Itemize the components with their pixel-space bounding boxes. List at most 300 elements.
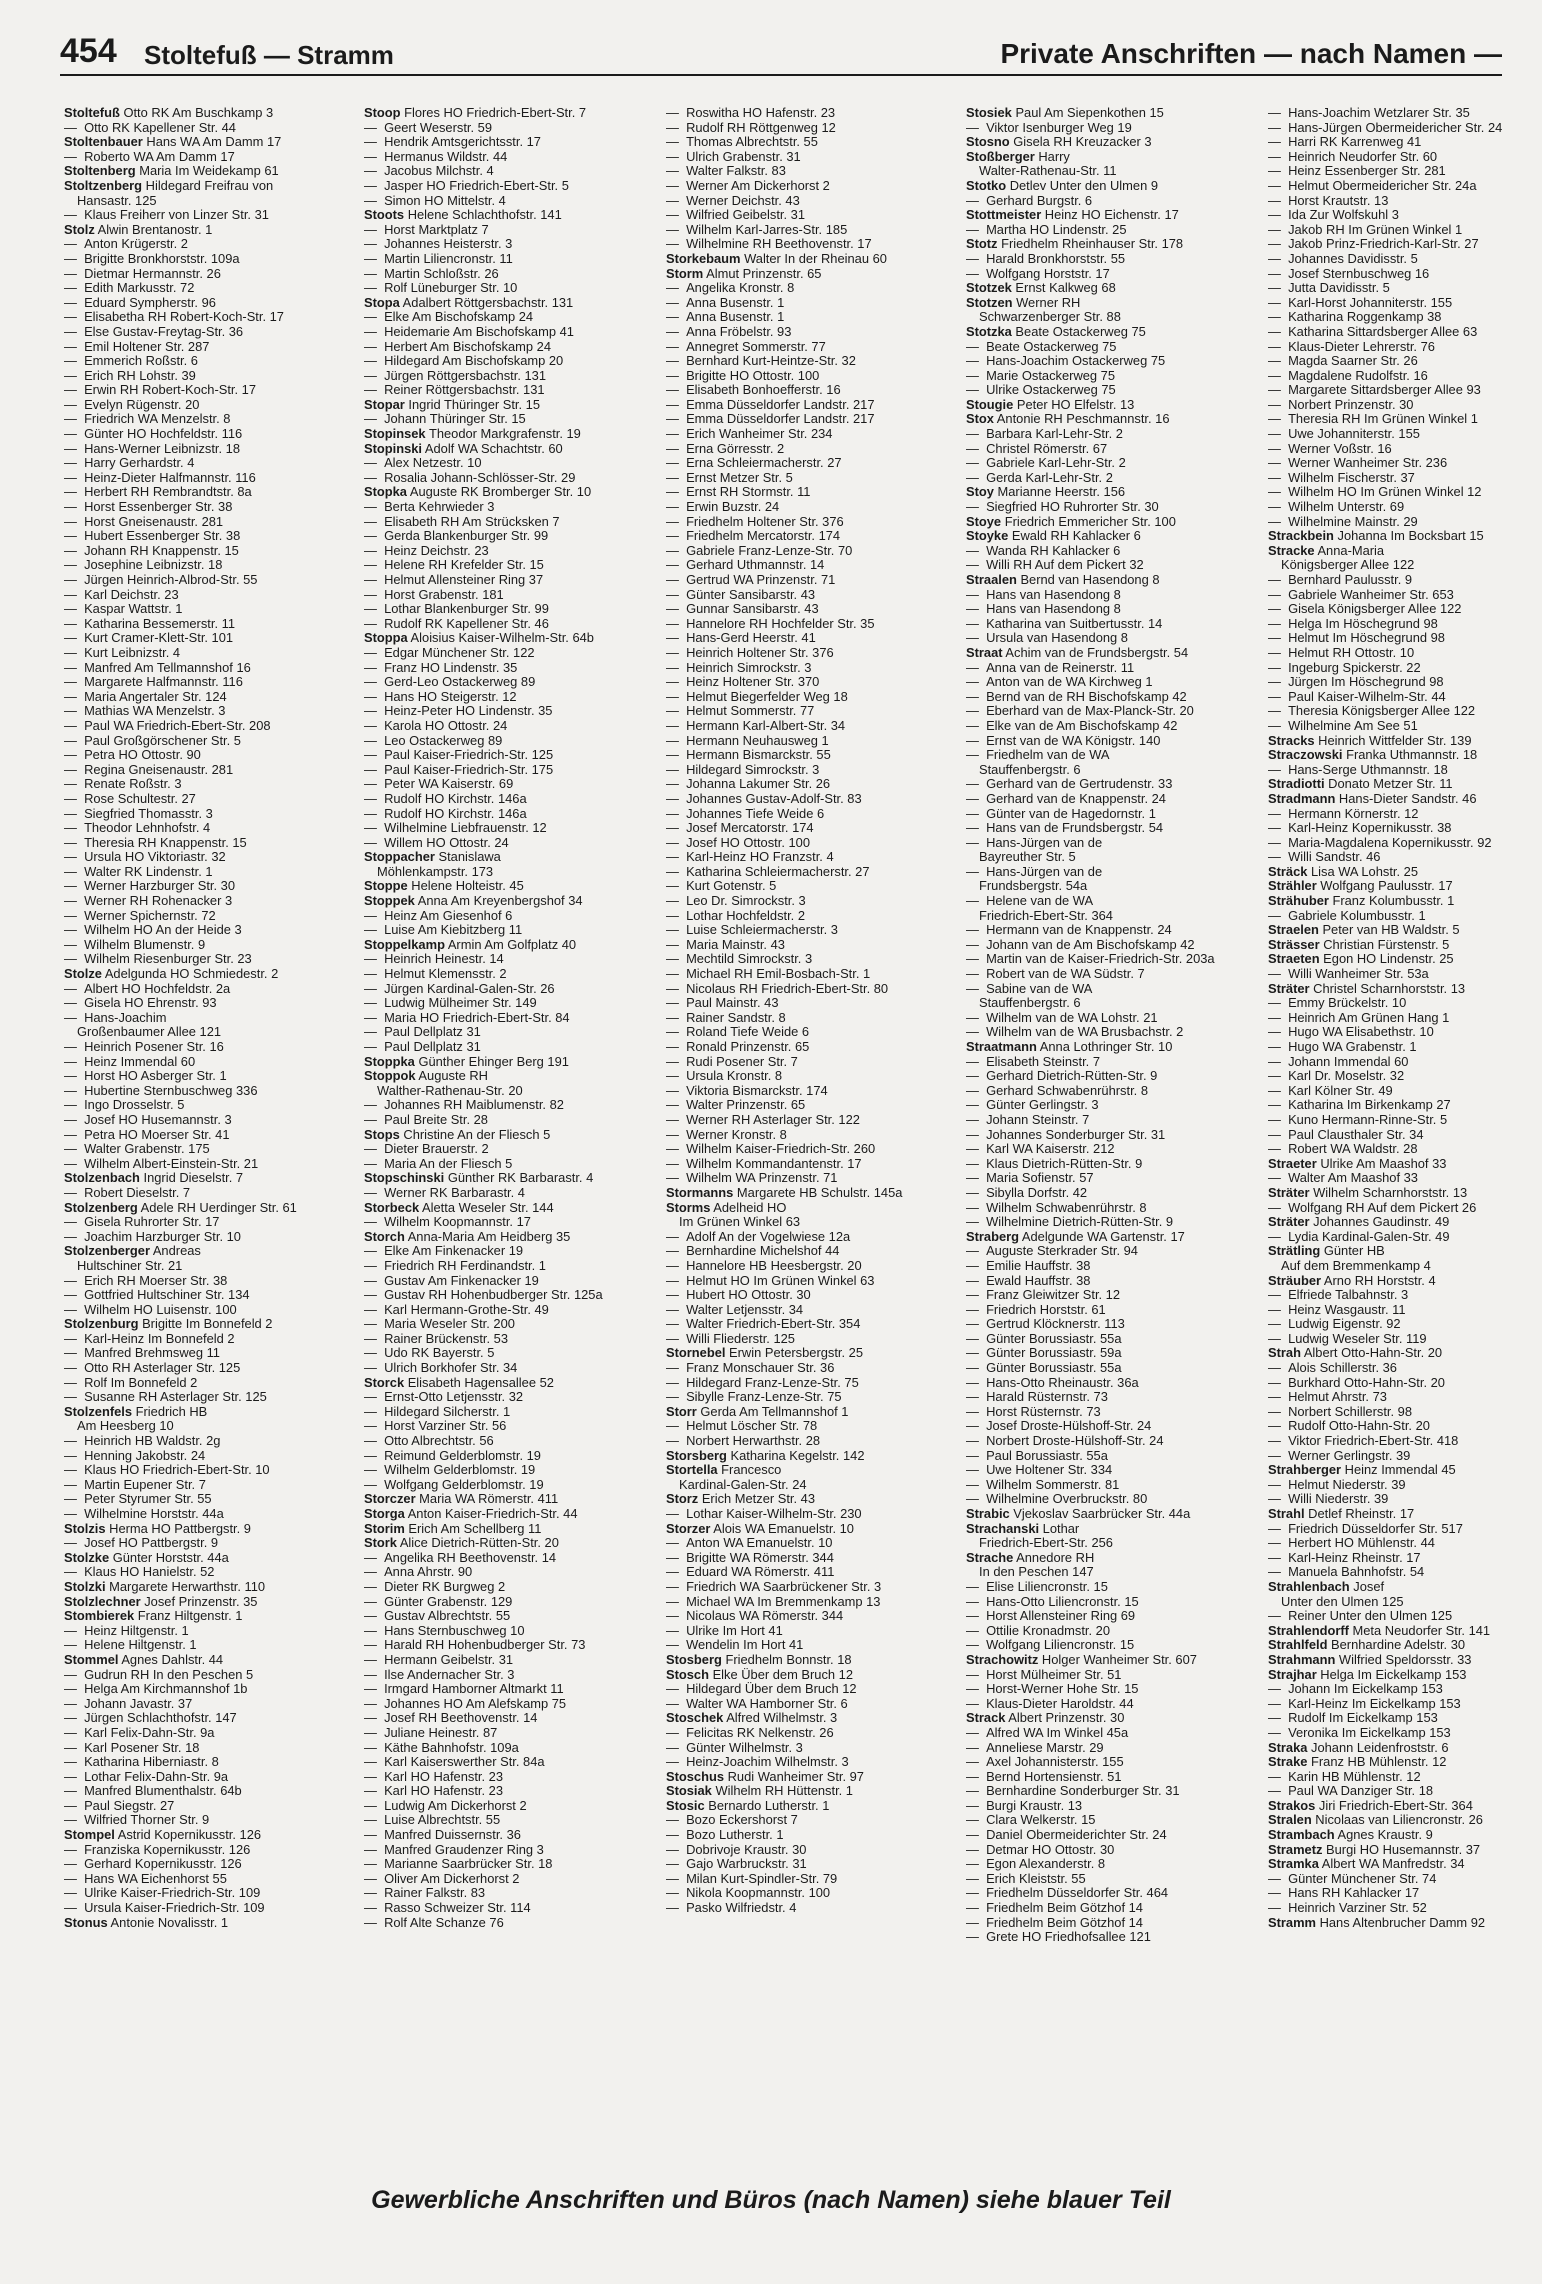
listing-entry: — Harry Gerhardstr. 4 xyxy=(64,456,414,471)
listing-entry: — Hildegard Am Bischofskamp 20 xyxy=(364,354,714,369)
listing-entry: — Günter Borussiastr. 55a xyxy=(966,1332,1316,1347)
surname-entry: Stoppa Aloisius Kaiser-Wilhelm-Str. 64b xyxy=(364,631,594,646)
listing-entry: — Hildegard Silcherstr. 1 xyxy=(364,1405,714,1420)
listing-entry: — Erna Schleiermacherstr. 27 xyxy=(666,456,1016,471)
listing-entry: — Horst Grabenstr. 181 xyxy=(364,588,714,603)
surname: Stoschus xyxy=(666,1769,725,1784)
listing-entry: — Robert WA Waldstr. 28 xyxy=(1268,1142,1538,1157)
listing-entry: — Bozo Eckershorst 7 xyxy=(666,1813,1016,1828)
listing-entry: — Gertrud WA Prinzenstr. 71 xyxy=(666,573,1016,588)
surname-entry: Stoppe Helene Holteistr. 45 xyxy=(364,879,524,894)
listing-entry: — Otto Albrechtstr. 56 xyxy=(364,1434,714,1449)
listing-continuation: Im Grünen Winkel 63 xyxy=(679,1215,801,1230)
listing-entry: — Karl-Heinz Im Eickelkamp 153 xyxy=(1268,1697,1538,1712)
listing-entry: — Klaus-Dieter Haroldstr. 44 xyxy=(966,1697,1316,1712)
listing-entry: — Kurt Leibnizstr. 4 xyxy=(64,646,414,661)
listing-entry: — Karl Kölner Str. 49 xyxy=(1268,1084,1538,1099)
listing-entry: — Horst Varziner Str. 56 xyxy=(364,1419,714,1434)
listing-entry: — Maria An der Fliesch 5 xyxy=(364,1157,714,1172)
listing-entry: — Manfred Am Tellmannshof 16 xyxy=(64,661,414,676)
listing-entry: — Manfred Blumenthalstr. 64b xyxy=(64,1784,414,1799)
surname: Stopinski xyxy=(364,441,423,456)
listing-entry: — Walter Am Maashof 33 xyxy=(1268,1171,1538,1186)
listing-entry: — Helmut Biegerfelder Weg 18 xyxy=(666,690,1016,705)
listing-entry: — Karola HO Ottostr. 24 xyxy=(364,719,714,734)
surname: Stortella xyxy=(666,1463,718,1478)
surname-entry: Strack Albert Prinzenstr. 30 xyxy=(966,1711,1125,1726)
listing-entry: — Veronika Im Eickelkamp 153 xyxy=(1268,1726,1538,1741)
surname-entry: Stosno Gisela RH Kreuzacker 3 xyxy=(966,135,1152,150)
listing-entry: — Heinrich Neudorfer Str. 60 xyxy=(1268,150,1538,165)
listing-entry: — Wilhelm Gelderblomstr. 19 xyxy=(364,1463,714,1478)
listing-entry: — Maria Mainstr. 43 xyxy=(666,938,1016,953)
surname: Stracke xyxy=(1268,543,1315,558)
listing-entry: — Berta Kehrwieder 3 xyxy=(364,500,714,515)
listing-entry: — Katharina van Suitbertusstr. 14 xyxy=(966,617,1316,632)
listing-entry: — Josef Sternbuschweg 16 xyxy=(1268,267,1538,282)
listing-entry: — Hans-Werner Leibnizstr. 18 xyxy=(64,442,414,457)
listing-entry: — Barbara Karl-Lehr-Str. 2 xyxy=(966,427,1316,442)
listing-entry: — Wilhelm Kommandantenstr. 17 xyxy=(666,1157,1016,1172)
listing-entry: — Ulrich Borkhofer Str. 34 xyxy=(364,1361,714,1376)
listing-entry: — Theresia RH Im Grünen Winkel 1 xyxy=(1268,412,1538,427)
listing-entry: — Walter RK Lindenstr. 1 xyxy=(64,865,414,880)
listing-entry: — Gisela Ruhrorter Str. 17 xyxy=(64,1215,414,1230)
listing-entry: — Heinz Am Giesenhof 6 xyxy=(364,909,714,924)
surname-entry: Sträck Lisa WA Lohstr. 25 xyxy=(1268,864,1419,879)
listing-entry: — Emil Holtener Str. 287 xyxy=(64,340,414,355)
listing-entry: — Johann Steinstr. 7 xyxy=(966,1113,1316,1128)
listing-entry: — Friedhelm Beim Götzhof 14 xyxy=(966,1916,1316,1931)
listing-entry: — Harald Rüsternstr. 73 xyxy=(966,1390,1316,1405)
listing-entry: — Burkhard Otto-Hahn-Str. 20 xyxy=(1268,1376,1538,1391)
surname: Stoltzenberg xyxy=(64,178,143,193)
page-name-range: Stoltefuß — Stramm xyxy=(144,40,394,70)
listing-entry: — Jürgen Röttgersbachstr. 131 xyxy=(364,369,714,384)
listing-entry: — Jasper HO Friedrich-Ebert-Str. 5 xyxy=(364,179,714,194)
surname-entry: Stolzis Herma HO Pattbergstr. 9 xyxy=(64,1521,251,1536)
surname: Strässer xyxy=(1268,937,1320,952)
surname-entry: Straeten Egon HO Lindenstr. 25 xyxy=(1268,952,1454,967)
surname: Stork xyxy=(364,1536,397,1551)
surname-entry: Storim Erich Am Schellberg 11 xyxy=(364,1521,542,1536)
listing-entry: — Susanne RH Asterlager Str. 125 xyxy=(64,1390,414,1405)
surname-entry: Strache Annedore RH xyxy=(966,1550,1095,1565)
listing-entry: — Friedrich Horststr. 61 xyxy=(966,1303,1316,1318)
listing-entry: — Lothar Hochfeldstr. 2 xyxy=(666,909,1016,924)
surname-entry: Stoppacher Stanislawa xyxy=(364,850,501,865)
listing-entry: — Wilhelm Riesenburger Str. 23 xyxy=(64,952,414,967)
listing-entry: — Ulrich Grabenstr. 31 xyxy=(666,150,1016,165)
listing-entry: — Gertrud Klöcknerstr. 113 xyxy=(966,1317,1316,1332)
listing-entry: — Hermann Karl-Albert-Str. 34 xyxy=(666,719,1016,734)
listing-entry: — Erich Kleiststr. 55 xyxy=(966,1872,1316,1887)
listing-continuation: Friedrich-Ebert-Str. 256 xyxy=(979,1536,1113,1551)
listing-entry: — Emmerich Roßstr. 6 xyxy=(64,354,414,369)
listing-entry: — Horst Allensteiner Ring 69 xyxy=(966,1609,1316,1624)
listing-entry: — Hans WA Eichenhorst 55 xyxy=(64,1872,414,1887)
listing-entry: — Rolf Im Bonnefeld 2 xyxy=(64,1376,414,1391)
listing-entry: — Walter Prinzenstr. 65 xyxy=(666,1098,1016,1113)
surname-entry: Strahberger Heinz Immendal 45 xyxy=(1268,1463,1456,1478)
listing-entry: — Gustav Albrechtstr. 55 xyxy=(364,1609,714,1624)
surname-entry: Stolze Adelgunda HO Schmiedestr. 2 xyxy=(64,967,279,982)
listing-entry: — Klaus HO Friedrich-Ebert-Str. 10 xyxy=(64,1463,414,1478)
surname-entry: Stoyke Ewald RH Kahlacker 6 xyxy=(966,529,1141,544)
surname: Sträck xyxy=(1268,864,1308,879)
listing-entry: — Helmut Im Höschegrund 98 xyxy=(1268,631,1538,646)
surname-entry: Stosch Elke Über dem Bruch 12 xyxy=(666,1667,853,1682)
listing-entry: — Gabriele Franz-Lenze-Str. 70 xyxy=(666,544,1016,559)
listing-entry: — Kuno Hermann-Rinne-Str. 5 xyxy=(1268,1113,1538,1128)
listing-entry: — Karl Deichstr. 23 xyxy=(64,588,414,603)
listing-entry: — Walter Friedrich-Ebert-Str. 354 xyxy=(666,1317,1016,1332)
listing-entry: — Friedhelm Düsseldorfer Str. 464 xyxy=(966,1886,1316,1901)
listing-entry: — Anton WA Emanuelstr. 10 xyxy=(666,1536,1016,1551)
listing-entry: — Klaus Freiherr von Linzer Str. 31 xyxy=(64,208,414,223)
listing-column-2 xyxy=(364,106,714,1930)
surname: Strabic xyxy=(966,1507,1010,1521)
listing-continuation: Hultschiner Str. 21 xyxy=(77,1258,183,1273)
listing-entry: — Elke van de Am Bischofskamp 42 xyxy=(966,719,1316,734)
listing-entry: — Helga Im Höschegrund 98 xyxy=(1268,617,1538,632)
listing-column-4 xyxy=(966,106,1316,1945)
listing-entry: — Edgar Münchener Str. 122 xyxy=(364,646,714,661)
surname-entry: Stolzenfels Friedrich HB xyxy=(64,1404,208,1419)
surname-entry: Stougie Peter HO Elfelstr. 13 xyxy=(966,397,1135,412)
surname-entry: Stompel Astrid Kopernikusstr. 126 xyxy=(64,1828,262,1843)
listing-entry: — Helmut Löscher Str. 78 xyxy=(666,1419,1016,1434)
listing-entry: — Emma Düsseldorfer Landstr. 217 xyxy=(666,398,1016,413)
listing-entry: — Margarete Sittardsberger Allee 93 xyxy=(1268,383,1538,398)
listing-entry: — Wilhelmine Overbruckstr. 80 xyxy=(966,1492,1316,1507)
listing-entry: — Willi Wanheimer Str. 53a xyxy=(1268,967,1538,982)
surname-entry: Strachowitz Holger Wanheimer Str. 607 xyxy=(966,1652,1197,1667)
listing-entry: — Rudolf Im Eickelkamp 153 xyxy=(1268,1711,1538,1726)
listing-entry: — Maria-Magdalena Kopernikusstr. 92 xyxy=(1268,836,1538,851)
surname-entry: Storck Elisabeth Hagensallee 52 xyxy=(364,1375,554,1390)
listing-entry: — Grete HO Friedhofsallee 121 xyxy=(966,1930,1316,1945)
surname-entry: Storkebaum Walter In der Rheinau 60 xyxy=(666,251,887,266)
listing-entry: — Gottfried Hultschiner Str. 134 xyxy=(64,1288,414,1303)
surname: Straczowski xyxy=(1268,748,1343,763)
listing-continuation: Möhlenkampstr. 173 xyxy=(377,864,494,879)
surname-entry: Stracks Heinrich Wittfelder Str. 139 xyxy=(1268,733,1472,748)
listing-entry: — Wilhelm HO Im Grünen Winkel 12 xyxy=(1268,485,1538,500)
listing-entry: — Herbert RH Rembrandtstr. 8a xyxy=(64,485,414,500)
listing-entry: — Irmgard Hamborner Altmarkt 11 xyxy=(364,1682,714,1697)
listing-entry: — Friedhelm Beim Götzhof 14 xyxy=(966,1901,1316,1916)
listing-entry: — Hendrik Amtsgerichtsstr. 17 xyxy=(364,135,714,150)
surname: Stosic xyxy=(666,1798,705,1813)
surname: Stoppok xyxy=(364,1069,416,1084)
listing-entry: — Maria Angertaler Str. 124 xyxy=(64,690,414,705)
listing-entry: — Hildegard Simrockstr. 3 xyxy=(666,763,1016,778)
listing-entry: — Theodor Lehnhofstr. 4 xyxy=(64,821,414,836)
listing-entry: — Hermanus Wildstr. 44 xyxy=(364,150,714,165)
listing-entry: — Katharina Sittardsberger Allee 63 xyxy=(1268,325,1538,340)
listing-entry: — Karl-Heinz Im Bonnefeld 2 xyxy=(64,1332,414,1347)
listing-entry: — Nicolaus WA Römerstr. 344 xyxy=(666,1609,1016,1624)
surname-entry: Strakos Jiri Friedrich-Ebert-Str. 364 xyxy=(1268,1798,1473,1813)
listing-entry: — Anton van de WA Kirchweg 1 xyxy=(966,675,1316,690)
surname: Stosiak xyxy=(666,1784,712,1799)
surname-entry: Stombierek Franz Hiltgenstr. 1 xyxy=(64,1609,243,1624)
listing-entry: — Günter Sansibarstr. 43 xyxy=(666,588,1016,603)
surname-entry: Stotzen Werner RH xyxy=(966,295,1081,310)
surname-entry: Storsberg Katharina Kegelstr. 142 xyxy=(666,1448,865,1463)
listing-entry: — Horst Krautstr. 13 xyxy=(1268,194,1538,209)
listing-entry: — Katharina Roggenkamp 38 xyxy=(1268,310,1538,325)
surname: Stosno xyxy=(966,135,1010,150)
listing-entry: — Erwin Buzstr. 24 xyxy=(666,500,1016,515)
listing-entry: — Rainer Sandstr. 8 xyxy=(666,1011,1016,1026)
surname-entry: Stoye Friedrich Emmericher Str. 100 xyxy=(966,514,1176,529)
listing-entry: — Manfred Duissernstr. 36 xyxy=(364,1828,714,1843)
listing-entry: — Lothar Kaiser-Wilhelm-Str. 230 xyxy=(666,1507,1016,1522)
listing-entry: — Robert Dieselstr. 7 xyxy=(64,1186,414,1201)
listing-entry: — Peter Styrumer Str. 55 xyxy=(64,1492,414,1507)
surname: Stougie xyxy=(966,397,1014,412)
surname-entry: Stornebel Erwin Petersbergstr. 25 xyxy=(666,1346,864,1361)
listing-entry: — Gerhard Uthmannstr. 14 xyxy=(666,558,1016,573)
listing-entry: — Erna Görresstr. 2 xyxy=(666,442,1016,457)
listing-entry: — Heinz Deichstr. 23 xyxy=(364,544,714,559)
listing-entry: — Gerda Blankenburger Str. 99 xyxy=(364,529,714,544)
listing-entry: — Walter Falkstr. 83 xyxy=(666,164,1016,179)
listing-entry: — Anna Ahrstr. 90 xyxy=(364,1565,714,1580)
listing-entry: — Petra HO Moerser Str. 41 xyxy=(64,1128,414,1143)
listing-entry: — Johann RH Knappenstr. 15 xyxy=(64,544,414,559)
listing-entry: — Karl-Heinz Rheinstr. 17 xyxy=(1268,1551,1538,1566)
listing-entry: — Magda Saarner Str. 26 xyxy=(1268,354,1538,369)
listing-entry: — Roswitha HO Hafenstr. 23 xyxy=(666,106,1016,121)
listing-entry: — Werner Voßstr. 16 xyxy=(1268,442,1538,457)
listing-entry: — Jacobus Milchstr. 4 xyxy=(364,164,714,179)
listing-entry: — Brigitte HO Ottostr. 100 xyxy=(666,369,1016,384)
listing-entry: — Kurt Cramer-Klett-Str. 101 xyxy=(64,631,414,646)
listing-entry: — Johannes RH Maiblumenstr. 82 xyxy=(364,1098,714,1113)
surname: Strahberger xyxy=(1268,1463,1342,1478)
surname-entry: Storch Anna-Maria Am Heidberg 35 xyxy=(364,1229,571,1244)
surname: Straat xyxy=(966,645,1003,660)
listing-entry: — Alex Netzestr. 10 xyxy=(364,456,714,471)
surname-entry: Storm Almut Prinzenstr. 65 xyxy=(666,266,822,281)
listing-entry: — Sibylle Franz-Lenze-Str. 75 xyxy=(666,1390,1016,1405)
surname: Straatmann xyxy=(966,1040,1037,1054)
surname-entry: Stoppek Anna Am Kreyenbergshof 34 xyxy=(364,894,583,909)
listing-entry: — Wilhelmine Mainstr. 29 xyxy=(1268,515,1538,530)
listing-entry: — Norbert Herwarthstr. 28 xyxy=(666,1434,1016,1449)
listing-entry: — Elke Am Bischofskamp 24 xyxy=(364,310,714,325)
listing-entry: — Karl-Horst Johanniterstr. 155 xyxy=(1268,296,1538,311)
listing-entry: — Helmut Klemensstr. 2 xyxy=(364,967,714,982)
surname-entry: Stolzke Günter Horststr. 44a xyxy=(64,1550,229,1565)
listing-entry: — Günter HO Hochfeldstr. 116 xyxy=(64,427,414,442)
surname: Stoots xyxy=(364,208,405,223)
surname-entry: Stoltenberg Maria Im Weidekamp 61 xyxy=(64,164,279,179)
listing-column-1 xyxy=(64,106,414,1930)
listing-entry: — Hans van Hasendong 8 xyxy=(966,588,1316,603)
listing-entry: — Karl Posener Str. 18 xyxy=(64,1741,414,1756)
listing-entry: — Joachim Harzburger Str. 10 xyxy=(64,1230,414,1245)
listing-entry: — Eduard Sympherstr. 96 xyxy=(64,296,414,311)
listing-entry: — Hubert Essenberger Str. 38 xyxy=(64,529,414,544)
surname: Stosberg xyxy=(666,1652,722,1667)
listing-entry: — Willi Fliederstr. 125 xyxy=(666,1332,1016,1347)
surname-entry: Strahlendorff Meta Neudorfer Str. 141 xyxy=(1268,1623,1491,1638)
listing-entry: — Werner RK Barbarastr. 4 xyxy=(364,1186,714,1201)
surname-entry: Straberg Adelgunde WA Gartenstr. 17 xyxy=(966,1229,1185,1244)
listing-entry: — Karl Dr. Moselstr. 32 xyxy=(1268,1069,1538,1084)
listing-entry: — Harald Bronkhorststr. 55 xyxy=(966,252,1316,267)
listing-entry: — Hans-Gerd Heerstr. 41 xyxy=(666,631,1016,646)
listing-entry: — Rudolf RH Röttgenweg 12 xyxy=(666,121,1016,136)
listing-entry: — Gabriele Wanheimer Str. 653 xyxy=(1268,588,1538,603)
listing-entry: — Rolf Alte Schanze 76 xyxy=(364,1916,714,1931)
surname: Storim xyxy=(364,1521,405,1536)
listing-entry: — Wilhelm Karl-Jarres-Str. 185 xyxy=(666,223,1016,238)
listing-entry: — Hans-Serge Uthmannstr. 18 xyxy=(1268,763,1538,778)
listing-entry: — Ingo Drosselstr. 5 xyxy=(64,1098,414,1113)
listing-continuation: Walter-Rathenau-Str. 11 xyxy=(979,164,1117,179)
surname-entry: Stosic Bernardo Lutherstr. 1 xyxy=(666,1798,830,1813)
surname-entry: Stopar Ingrid Thüringer Str. 15 xyxy=(364,397,541,412)
listing-entry: — Karl Hermann-Grothe-Str. 49 xyxy=(364,1303,714,1318)
surname-entry: Stoy Marianne Heerstr. 156 xyxy=(966,485,1126,500)
listing-entry: — Magdalene Rudolfstr. 16 xyxy=(1268,369,1538,384)
listing-entry: — Hans-Joachim xyxy=(64,1011,414,1026)
surname: Stormanns xyxy=(666,1185,734,1200)
listing-entry: — Katharina Hiberniastr. 8 xyxy=(64,1755,414,1770)
surname-entry: Straat Achim van de Frundsbergstr. 54 xyxy=(966,645,1189,660)
listing-entry: — Michael WA Im Bremmenkamp 13 xyxy=(666,1595,1016,1610)
surname-entry: Strake Franz HB Mühlenstr. 12 xyxy=(1268,1755,1447,1770)
surname: Strache xyxy=(966,1550,1014,1565)
surname: Strackbein xyxy=(1268,529,1334,544)
listing-entry: — Emmy Brückelstr. 10 xyxy=(1268,996,1538,1011)
surname: Straalen xyxy=(966,573,1017,587)
listing-entry: — Elisabeth RH Am Strücksken 7 xyxy=(364,515,714,530)
surname-entry: Strähler Wolfgang Paulusstr. 17 xyxy=(1268,879,1453,894)
surname: Stolzenberger xyxy=(64,1244,150,1259)
listing-entry: — Anton Krügerstr. 2 xyxy=(64,237,414,252)
listing-entry: — Johannes Heisterstr. 3 xyxy=(364,237,714,252)
listing-entry: — Kurt Gotenstr. 5 xyxy=(666,879,1016,894)
listing-entry: — Uwe Johanniterstr. 155 xyxy=(1268,427,1538,442)
listing-entry: — Günter Borussiastr. 59a xyxy=(966,1346,1316,1361)
listing-entry: — Wilfried Geibelstr. 31 xyxy=(666,208,1016,223)
surname: Stoßberger xyxy=(966,149,1035,164)
listing-entry: — Ewald Hauffstr. 38 xyxy=(966,1274,1316,1289)
listing-entry: — Norbert Schillerstr. 98 xyxy=(1268,1405,1538,1420)
listing-entry: — Horst Mülheimer Str. 51 xyxy=(966,1668,1316,1683)
listing-entry: — Walter Letjensstr. 34 xyxy=(666,1303,1016,1318)
listing-continuation: Bayreuther Str. 5 xyxy=(979,850,1076,865)
surname: Stoppelkamp xyxy=(364,937,445,952)
surname: Stommel xyxy=(64,1652,119,1667)
surname-entry: Stotzek Ernst Kalkweg 68 xyxy=(966,281,1116,296)
listing-entry: — Oliver Am Dickerhorst 2 xyxy=(364,1872,714,1887)
surname: Storms xyxy=(666,1200,711,1215)
surname: Straeter xyxy=(1268,1156,1317,1171)
listing-entry: — Ulrike Kaiser-Friedrich-Str. 109 xyxy=(64,1886,414,1901)
listing-entry: — Wilhelmine Dietrich-Rütten-Str. 9 xyxy=(966,1215,1316,1230)
listing-entry: — Beate Ostackerweg 75 xyxy=(966,340,1316,355)
surname: Straka xyxy=(1268,1740,1308,1755)
surname-entry: Sträuber Arno RH Horststr. 4 xyxy=(1268,1273,1436,1288)
surname: Stradmann xyxy=(1268,791,1336,806)
surname-entry: Storr Gerda Am Tellmannshof 1 xyxy=(666,1404,849,1419)
listing-entry: — Robert van de WA Südstr. 7 xyxy=(966,967,1316,982)
listing-entry: — Rainer Brückenstr. 53 xyxy=(364,1332,714,1347)
surname: Stracks xyxy=(1268,733,1315,748)
listing-entry: — Johannes Tiefe Weide 6 xyxy=(666,807,1016,822)
listing-entry: — Reimund Gelderblomstr. 19 xyxy=(364,1449,714,1464)
surname-entry: Stopinsek Theodor Markgrafenstr. 19 xyxy=(364,427,581,442)
listing-entry: — Willi Niederstr. 39 xyxy=(1268,1492,1538,1507)
listing-entry: — Ida Zur Wolfskuhl 3 xyxy=(1268,208,1538,223)
surname-entry: Storczer Maria WA Römerstr. 411 xyxy=(364,1492,559,1507)
listing-entry: — Klaus HO Hanielstr. 52 xyxy=(64,1565,414,1580)
surname: Strahlendorff xyxy=(1268,1623,1349,1638)
listing-entry: — Wilhelmine Liebfrauenstr. 12 xyxy=(364,821,714,836)
listing-entry: — Gerhard Kopernikusstr. 126 xyxy=(64,1857,414,1872)
listing-entry: — Wilhelm Kaiser-Friedrich-Str. 260 xyxy=(666,1142,1016,1157)
listing-entry: — Nicolaus RH Friedrich-Ebert-Str. 80 xyxy=(666,982,1016,997)
listing-entry: — Franz Monschauer Str. 36 xyxy=(666,1361,1016,1376)
surname: Stolzenfels xyxy=(64,1404,133,1419)
listing-entry: — Lydia Kardinal-Galen-Str. 49 xyxy=(1268,1230,1538,1245)
surname-entry: Stoots Helene Schlachthofstr. 141 xyxy=(364,208,562,223)
surname: Strametz xyxy=(1268,1842,1323,1857)
listing-entry: — Ernst van de WA Königstr. 140 xyxy=(966,734,1316,749)
listing-entry: — Werner RH Rohenacker 3 xyxy=(64,894,414,909)
surname: Stotzek xyxy=(966,281,1012,296)
listing-entry: — Hermann van de Knappenstr. 24 xyxy=(966,923,1316,938)
listing-continuation: Königsberger Allee 122 xyxy=(1281,558,1415,573)
listing-entry: — Rasso Schweizer Str. 114 xyxy=(364,1901,714,1916)
listing-entry: — Paul Breite Str. 28 xyxy=(364,1113,714,1128)
listing-entry: — Werner Gerlingstr. 39 xyxy=(1268,1449,1538,1464)
listing-entry: — Werner Spichernstr. 72 xyxy=(64,909,414,924)
listing-continuation: Frundsbergstr. 54a xyxy=(979,879,1088,894)
listing-entry: — Günter Gerlingstr. 3 xyxy=(966,1098,1316,1113)
listing-entry: — Jutta Davidisstr. 5 xyxy=(1268,281,1538,296)
listing-entry: — Wolfgang RH Auf dem Pickert 26 xyxy=(1268,1201,1538,1216)
listing-entry: — Ernst-Otto Letjensstr. 32 xyxy=(364,1390,714,1405)
listing-entry: — Horst Gneisenaustr. 281 xyxy=(64,515,414,530)
surname-entry: Stox Antonie RH Peschmannstr. 16 xyxy=(966,412,1170,427)
listing-entry: — Paul WA Danziger Str. 18 xyxy=(1268,1784,1538,1799)
listing-entry: — Peter WA Kaiserstr. 69 xyxy=(364,777,714,792)
listing-entry: — Martha HO Lindenstr. 25 xyxy=(966,223,1316,238)
surname-entry: Stolzenberg Adele RH Uerdinger Str. 61 xyxy=(64,1200,297,1215)
listing-entry: — Werner Am Dickerhorst 2 xyxy=(666,179,1016,194)
surname: Stolzki xyxy=(64,1579,106,1594)
listing-entry: — Heinrich Varziner Str. 52 xyxy=(1268,1901,1538,1916)
surname: Strachowitz xyxy=(966,1652,1039,1667)
surname: Stoltefuß xyxy=(64,106,120,120)
surname-entry: Stosiak Wilhelm RH Hüttenstr. 1 xyxy=(666,1784,853,1799)
listing-entry: — Albert HO Hochfeldstr. 2a xyxy=(64,982,414,997)
listing-entry: — Egon Alexanderstr. 8 xyxy=(966,1857,1316,1872)
surname-entry: Stopka Auguste RK Bromberger Str. 10 xyxy=(364,485,592,500)
listing-entry: — Wilhelm Albert-Einstein-Str. 21 xyxy=(64,1157,414,1172)
listing-continuation: Kardinal-Galen-Str. 24 xyxy=(679,1477,807,1492)
surname-entry: Stopa Adalbert Röttgersbachstr. 131 xyxy=(364,295,574,310)
surname: Stoppacher xyxy=(364,850,435,865)
